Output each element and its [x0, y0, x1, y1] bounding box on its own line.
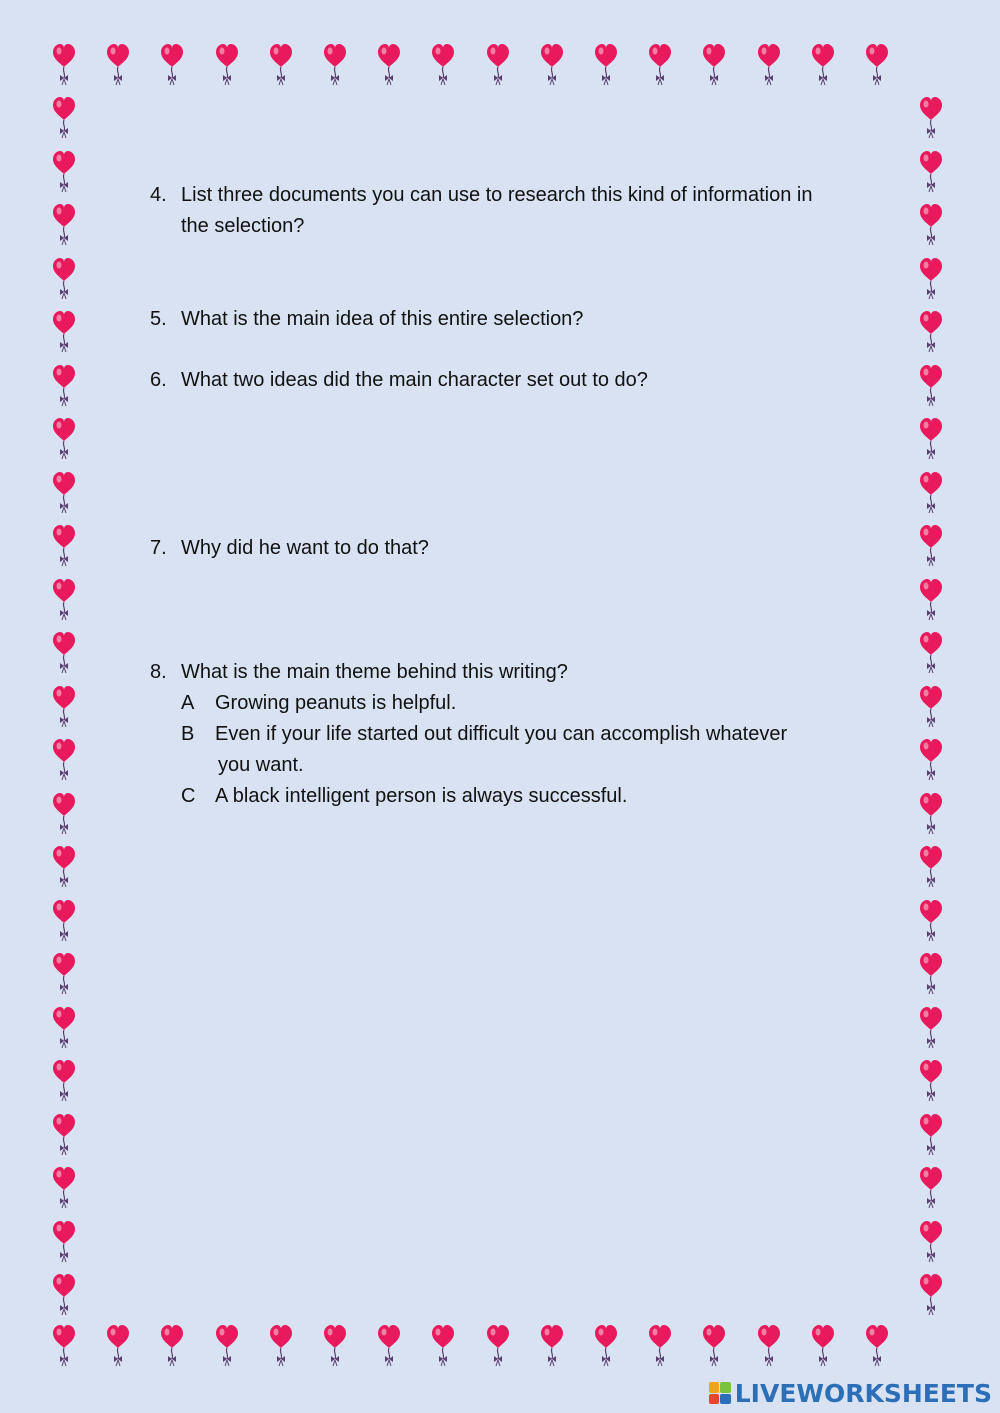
heart-balloon-icon: [432, 44, 454, 85]
liveworksheets-logo: [709, 1379, 992, 1407]
heart-balloon-icon: [920, 365, 942, 406]
heart-balloon-icon: [53, 739, 75, 780]
heart-balloon-icon: [107, 44, 129, 85]
question-text-line: What is the main theme behind this writing?: [181, 661, 568, 683]
heart-balloon-icon: [649, 1325, 671, 1366]
heart-balloon-icon: [378, 1325, 400, 1366]
heart-balloon-icon: [703, 44, 725, 85]
heart-balloon-icon: [812, 1325, 834, 1366]
heart-balloon-icon: [649, 44, 671, 85]
heart-balloon-icon: [432, 1325, 454, 1366]
heart-balloon-icon: [920, 900, 942, 941]
heart-balloon-icon: [920, 579, 942, 620]
heart-balloon-icon: [920, 793, 942, 834]
heart-balloon-icon: [595, 44, 617, 85]
heart-balloon-icon: [53, 418, 75, 459]
heart-balloon-icon: [703, 1325, 725, 1366]
question-8: [150, 657, 870, 688]
heart-balloon-icon: [487, 44, 509, 85]
heart-balloon-icon: [920, 1167, 942, 1208]
heart-balloon-icon: [920, 97, 942, 138]
heart-balloon-icon: [920, 311, 942, 352]
heart-balloon-icon: [216, 1325, 238, 1366]
heart-balloon-icon: [541, 44, 563, 85]
logo-square: [709, 1394, 720, 1405]
heart-balloon-icon: [324, 1325, 346, 1366]
heart-balloon-icon: [53, 686, 75, 727]
option-letter: A: [181, 692, 195, 714]
heart-balloon-icon: [53, 97, 75, 138]
option-text-line: Even if your life started out difficult you can accomplish whatever: [215, 723, 788, 745]
heart-balloon-icon: [53, 44, 75, 85]
heart-balloon-icon: [595, 1325, 617, 1366]
heart-balloon-icon: [324, 44, 346, 85]
heart-balloon-icon: [53, 1007, 75, 1048]
heart-balloon-icon: [161, 1325, 183, 1366]
heart-balloon-icon: [758, 44, 780, 85]
worksheet-content: [150, 180, 870, 812]
question-number: 7.: [150, 537, 167, 559]
heart-balloon-icon: [270, 44, 292, 85]
question-text-line: List three documents you can use to research this kind of information in: [181, 184, 813, 206]
question-5: [150, 304, 870, 335]
question-text-line: What is the main idea of this entire selection?: [181, 308, 584, 330]
heart-balloon-icon: [920, 1060, 942, 1101]
heart-balloon-icon: [920, 418, 942, 459]
question-text-line: Why did he want to do that?: [181, 537, 429, 559]
heart-balloon-icon: [53, 151, 75, 192]
heart-balloon-icon: [866, 1325, 888, 1366]
logo-square: [720, 1394, 731, 1405]
heart-balloon-icon: [270, 1325, 292, 1366]
heart-balloon-icon: [53, 1060, 75, 1101]
question-number: 4.: [150, 184, 167, 206]
heart-balloon-icon: [920, 525, 942, 566]
heart-balloon-icon: [920, 258, 942, 299]
logo-square: [720, 1382, 731, 1393]
heart-balloon-icon: [53, 579, 75, 620]
heart-balloon-icon: [758, 1325, 780, 1366]
heart-balloon-icon: [487, 1325, 509, 1366]
heart-balloon-icon: [920, 953, 942, 994]
logo-square: [709, 1382, 720, 1393]
heart-balloon-icon: [53, 311, 75, 352]
heart-balloon-icon: [53, 525, 75, 566]
heart-balloon-icon: [53, 793, 75, 834]
question-4: [150, 180, 870, 242]
heart-balloon-icon: [53, 365, 75, 406]
heart-balloon-icon: [53, 1325, 75, 1366]
question-number: 8.: [150, 661, 167, 683]
option-a[interactable]: [181, 688, 870, 719]
heart-balloon-icon: [53, 1274, 75, 1315]
heart-balloon-icon: [812, 44, 834, 85]
heart-balloon-icon: [920, 151, 942, 192]
heart-balloon-icon: [53, 1221, 75, 1262]
logo-mark-icon: [709, 1382, 731, 1404]
question-6: [150, 365, 870, 396]
question-7: [150, 533, 870, 564]
question-text-line: What two ideas did the main character set out to do?: [181, 369, 648, 391]
heart-balloon-icon: [107, 1325, 129, 1366]
logo-text: LIVEWORKSHEETS: [734, 1378, 992, 1408]
heart-balloon-icon: [53, 900, 75, 941]
heart-balloon-icon: [920, 204, 942, 245]
heart-balloon-icon: [920, 1221, 942, 1262]
question-text-line: the selection?: [181, 215, 305, 237]
option-b[interactable]: [181, 719, 870, 781]
heart-balloon-icon: [920, 846, 942, 887]
heart-balloon-icon: [920, 686, 942, 727]
heart-balloon-icon: [161, 44, 183, 85]
heart-balloon-icon: [378, 44, 400, 85]
heart-balloon-icon: [53, 204, 75, 245]
question-number: 5.: [150, 308, 167, 330]
heart-balloon-icon: [53, 846, 75, 887]
heart-balloon-icon: [920, 1007, 942, 1048]
heart-balloon-icon: [920, 1274, 942, 1315]
question-number: 6.: [150, 369, 167, 391]
heart-balloon-icon: [53, 258, 75, 299]
heart-balloon-icon: [53, 1167, 75, 1208]
heart-balloon-icon: [920, 472, 942, 513]
option-text-line: Growing peanuts is helpful.: [215, 692, 457, 714]
heart-balloon-icon: [53, 953, 75, 994]
heart-balloon-icon: [216, 44, 238, 85]
heart-balloon-icon: [920, 1114, 942, 1155]
option-text-line: you want.: [218, 754, 304, 776]
heart-balloon-icon: [866, 44, 888, 85]
heart-balloon-icon: [53, 632, 75, 673]
heart-balloon-icon: [53, 472, 75, 513]
heart-balloon-icon: [53, 1114, 75, 1155]
option-letter: B: [181, 723, 195, 745]
heart-balloon-icon: [541, 1325, 563, 1366]
option-c[interactable]: [181, 781, 870, 812]
heart-balloon-icon: [920, 632, 942, 673]
heart-balloon-icon: [920, 739, 942, 780]
option-letter: C: [181, 785, 196, 807]
option-text-line: A black intelligent person is always successful.: [215, 785, 628, 807]
